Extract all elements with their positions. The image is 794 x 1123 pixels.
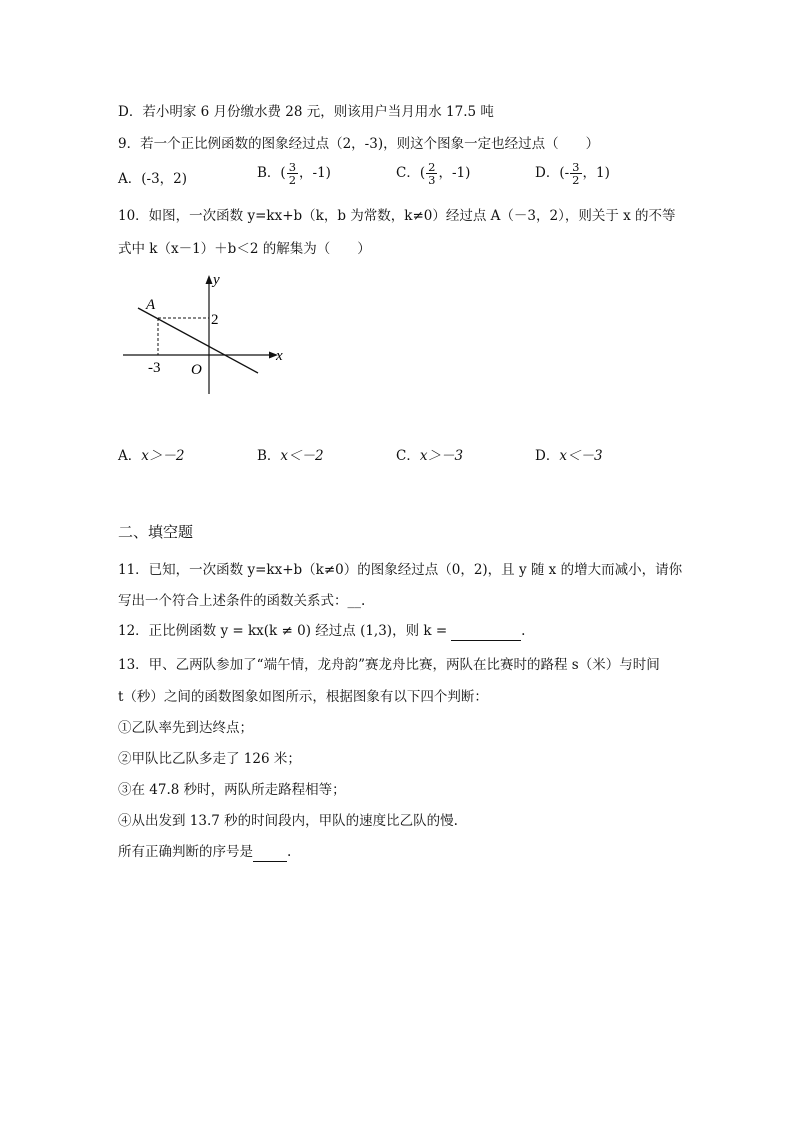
q9-option-a: [118, 170, 187, 188]
q10-label-neg3: -3: [148, 360, 161, 376]
q13-line2: t（秒）之间的函数图象如图所示，根据图象有以下四个判断：: [118, 689, 488, 705]
q10-option-b-text: x＜－2: [280, 448, 324, 464]
q13-item-3: ③在 47.8 秒时，两队所走路程相等；: [118, 782, 346, 798]
q9-option-b-label: B．: [257, 165, 281, 181]
q11-line2: 写出一个符合上述条件的函数关系式：__.: [118, 593, 366, 609]
q13-item-2: ②甲队比乙队多走了 126 米；: [118, 751, 301, 767]
q10-y-axis-arrow: [206, 275, 213, 284]
q10-label-2: 2: [211, 312, 219, 328]
q10-option-a: [118, 447, 184, 465]
q9-option-b-numerator: 3: [288, 160, 297, 174]
q9-option-d: [535, 161, 610, 186]
q9-option-d-numerator: 3: [572, 160, 580, 174]
q10-label-a: A: [146, 297, 156, 313]
q13-ask: [118, 843, 291, 862]
q9-option-c-post: ，-1): [438, 165, 471, 181]
q13-ask-text: 所有正确判断的序号是: [118, 844, 253, 860]
q10-option-a-label: A．: [118, 448, 142, 464]
q10-option-c-text: x＞－3: [419, 448, 464, 464]
q9-option-b-fraction: [287, 161, 298, 186]
q13-line1: 13．甲、乙两队参加了“端午情，龙舟韵”赛龙舟比赛，两队在比赛时的路程 s（米）与时间: [118, 657, 660, 673]
q12-text: 12．正比例函数 y = kx(k ≠ 0) 经过点 (1,3)，则 k =: [118, 623, 448, 639]
q9-option-d-denominator: 2: [572, 173, 580, 187]
q9-option-c-denominator: 3: [428, 173, 436, 187]
q12-answer-blank[interactable]: [451, 622, 521, 641]
q10-option-d-label: D．: [535, 448, 560, 464]
q10-option-d-text: x＜－3: [559, 448, 603, 464]
q10-option-b-label: B．: [257, 448, 281, 464]
q10-label-x: x: [276, 348, 283, 364]
q9-option-d-label: D．: [535, 165, 560, 181]
q10-option-b: [257, 447, 324, 465]
q9-option-b-denominator: 2: [288, 173, 297, 187]
q9-option-d-pre: (-: [559, 165, 570, 181]
q10-label-y: y: [213, 272, 220, 288]
q9-option-b: [257, 161, 331, 186]
q12-period: .: [521, 623, 526, 639]
q13-item-1: ①乙队率先到达终点；: [118, 720, 253, 736]
q9-option-c-numerator: 2: [428, 160, 436, 174]
q13-item-4: ④从出发到 13.7 秒的时间段内，甲队的速度比乙队的慢.: [118, 813, 458, 829]
q10-option-c-label: C．: [396, 448, 420, 464]
q9-option-a-label: A．: [118, 171, 142, 187]
q8-option-d: [118, 103, 494, 121]
q9-option-d-fraction: [570, 161, 581, 186]
q11-line1: 11．已知，一次函数 y=kx+b（k≠0）的图象经过点（0，2)，且 y 随 x 的增大而减小，请你: [118, 562, 683, 578]
q10-option-d: [535, 447, 603, 465]
q9-option-b-post: ，-1): [299, 165, 331, 181]
q10-option-a-text: x＞－2: [141, 448, 185, 464]
q8-option-d-label: D．: [118, 104, 143, 120]
q10-figure: [118, 268, 298, 400]
q9-option-a-text: (-3，2): [141, 171, 188, 187]
q10-stem-line1: 10．如图，一次函数 y=kx+b（k，b 为常数，k≠0）经过点 A（－3，2），则关于 x 的不等: [118, 208, 676, 224]
q9-option-b-pre: (: [280, 165, 286, 181]
q13-ask-period: .: [287, 844, 292, 860]
q10-stem-line2: 式中 k（x－1）＋b＜2 的解集为（ ）: [118, 241, 371, 257]
q13-answer-blank[interactable]: [253, 843, 287, 862]
q10-label-o: O: [191, 362, 202, 378]
q9-option-d-post: ，1): [582, 165, 610, 181]
q9-stem: 9．若一个正比例函数的图象经过点（2，-3)，则这个图象一定也经过点（ ）: [118, 136, 600, 152]
q9-option-c: [396, 161, 470, 186]
q9-option-c-pre: (: [419, 165, 426, 181]
q10-option-c: [396, 447, 463, 465]
q9-option-c-label: C．: [396, 165, 420, 181]
q9-option-c-fraction: [426, 161, 437, 186]
q12-line: [118, 622, 525, 641]
section-title: 二、填空题: [118, 523, 194, 541]
q8-option-d-text: 若小明家 6 月份缴水费 28 元，则该用户当月用水 17.5 吨: [142, 104, 494, 120]
